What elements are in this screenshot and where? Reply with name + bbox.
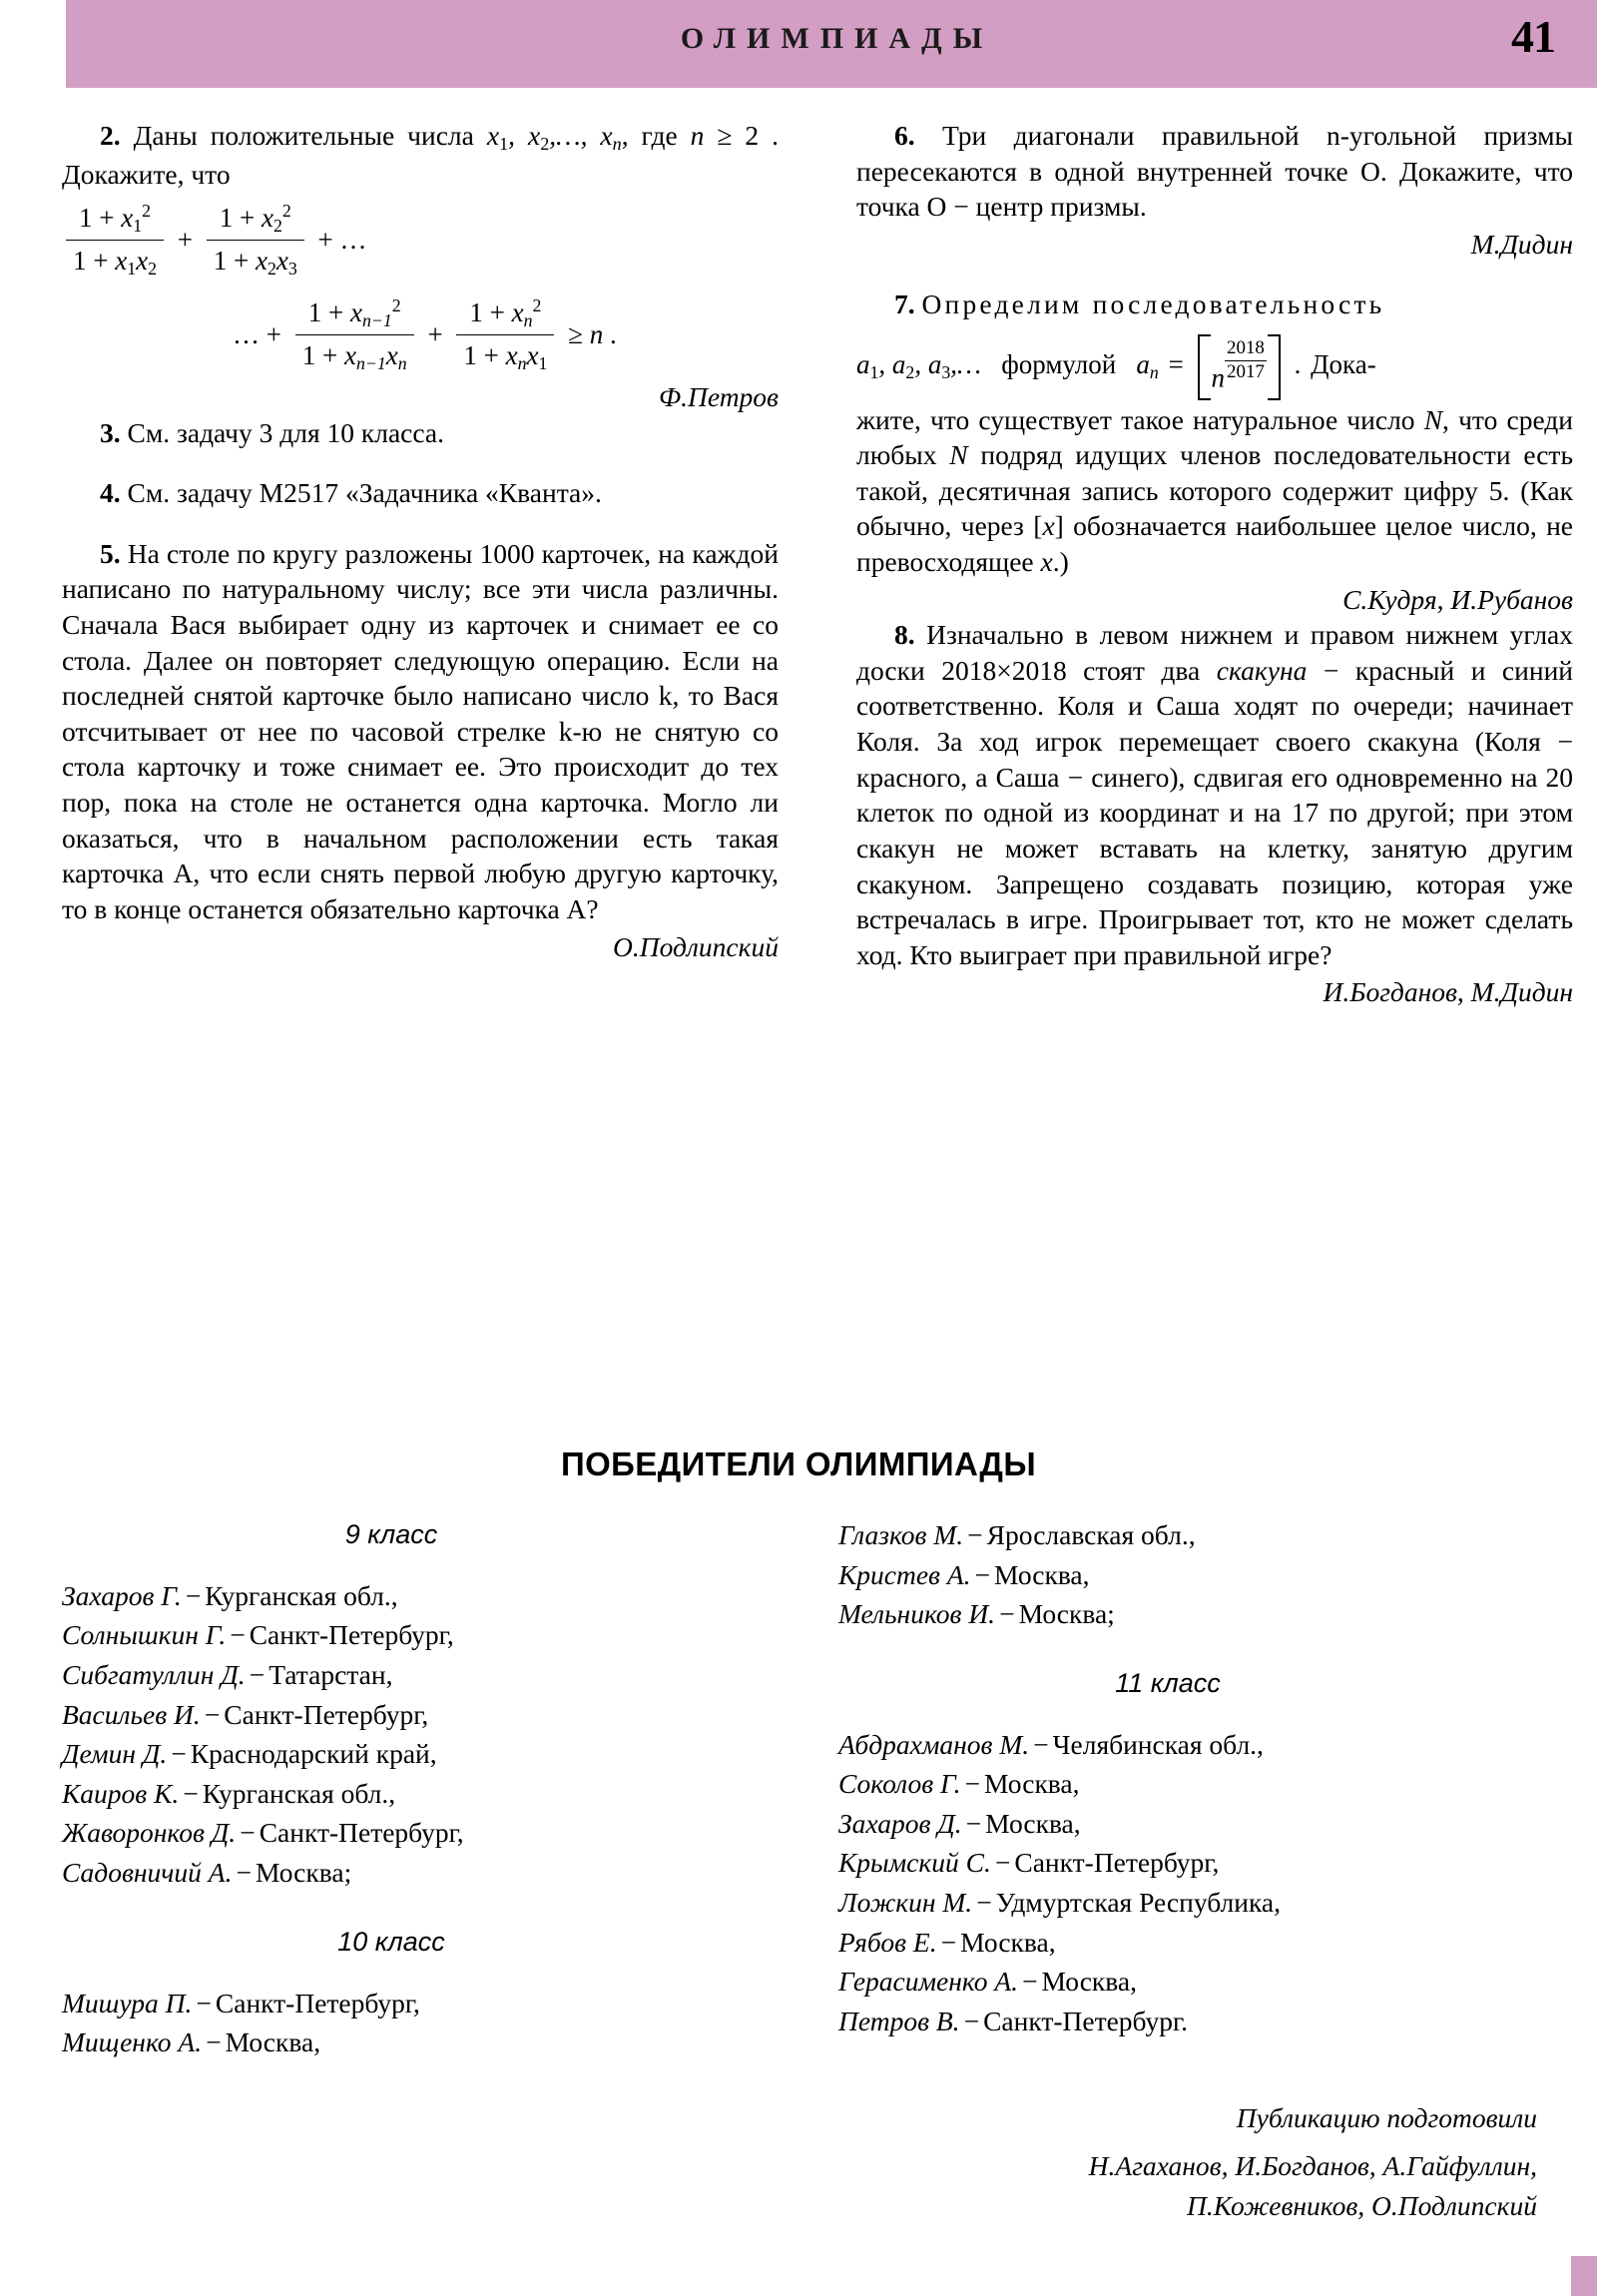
- problem-7-lhs: $a_n$: [1136, 349, 1159, 383]
- winners-section-title: ПОБЕДИТЕЛИ ОЛИМПИАДЫ: [560, 1445, 1037, 1482]
- winner-row: Герасименко А. − Москва,: [838, 1966, 1137, 1998]
- problem-7-rest: [856, 402, 1573, 580]
- page-title: ОЛИМПИАДЫ: [680, 22, 994, 55]
- problem-5-text: На столе по кругу разложены 1000 карточек, на каждой написано по натуральному числу; все эти числа различны. Сначала Вася выбирает одну из карточек и снимает ее со стола. Далее он повторяет следующую операцию. Если на последней снятой карточке было написано число k, то Вася отсчитывает от нее по часовой стрелке k-ю не снятую со стола карточку и тоже снимает ее. Это происходит до тех пор, пока на столе не останется одна карточка. Могло ли оказаться, что в начальном расположении есть такая карточка A, что если снять первой любую другую карточку, то в конце останется обязательно карточка A?: [62, 537, 780, 924]
- problem-7-number: 7.: [894, 288, 915, 320]
- winner-row: Солнышкин Г. − Санкт-Петербург,: [62, 1619, 454, 1651]
- problem-6: [856, 118, 1573, 225]
- winners-left-column: [62, 1515, 721, 2062]
- winner-row: Ложкин М. − Удмуртская Республика,: [838, 1887, 1281, 1919]
- left-column: [62, 118, 779, 964]
- problem-4-text: См. задачу М2517 «Задачника «Кванта».: [127, 477, 602, 509]
- fraction-2: $\frac{1 + x_2^2}{1 + x_2x_3}$: [207, 200, 304, 281]
- problem-4: [62, 475, 779, 511]
- winner-row: Васильев И. − Санкт-Петербург,: [62, 1698, 429, 1730]
- fraction-1: $\frac{1 + x_1^2}{1 + x_1x_2}$: [66, 200, 164, 281]
- page-header-band: [66, 0, 1597, 88]
- grade-10-heading: 10 класс: [337, 1926, 445, 1957]
- problem-7-formula-word: формулой: [1001, 349, 1117, 380]
- winner-row: Рябов Е. − Москва,: [838, 1926, 1056, 1958]
- problem-2-formula-line-2: … + $\frac{1 + x_{n-1}^2}{1 + x_{n-1}x_n}$ + $\frac{1 + x_n^2}{1 + x_nx_1}$ ≥ n .: [62, 296, 779, 377]
- winner-row: Соколов Г. − Москва,: [838, 1768, 1080, 1800]
- problem-7-rest-text: жите, что существует такое натуральное число N, что среди любых N подряд идущих членов последовательности есть такой, десятичная запись которого содержит цифру 5. (Как обычно, через [x] обозначается наибольшее целое число, не превосходящее x.): [856, 403, 1573, 578]
- floor-bracket: [1196, 334, 1283, 400]
- problem-5-number: 5.: [100, 537, 121, 569]
- credits-heading: Публикацию подготовили: [1236, 2102, 1537, 2133]
- problem-7: [856, 287, 1573, 322]
- corner-color-mark: [1571, 2256, 1597, 2296]
- problem-8-author: И.Богданов, М.Дидин: [1323, 976, 1573, 1008]
- problem-3-text: См. задачу 3 для 10 класса.: [127, 416, 444, 448]
- credits-names-line-1: Н.Агаханов, И.Богданов, А.Гайфуллин,: [1088, 2150, 1537, 2181]
- problem-2-text-before: Даны положительные числа: [133, 120, 474, 151]
- problem-8: [856, 617, 1573, 972]
- problem-2-number: 2.: [100, 120, 121, 151]
- problem-3: [62, 415, 779, 451]
- problem-8-text: Изначально в левом нижнем и правом нижнем углах доски 2018×2018 стоят два скакуна − красный и синий соответственно. Коля и Саша ходят по очереди; начинает Коля. За ход игрок перемещает своего скакуна (Коля − красного, а Саша − синего), сдвигая его одновременно на 20 клеток по одной из координат и на 17 по другой; при этом скакун не может вставать на клетку, занятую другим скакуном. Запрещено создавать позицию, которая уже встречалась в игре. Проигрывает тот, кто не может сделать ход. Кто выиграет при правильной игре?: [856, 619, 1574, 970]
- fraction-4: $\frac{1 + x_n^2}{1 + x_nx_1}$: [456, 294, 554, 375]
- winner-row: Каиров К. − Курганская обл.,: [62, 1777, 396, 1809]
- winner-row: Захаров Г. − Курганская обл.,: [62, 1579, 398, 1611]
- problem-8-number: 8.: [894, 619, 915, 651]
- credits-names-line-2: П.Кожевников, О.Подлипский: [1187, 2189, 1537, 2221]
- credits-names: [838, 2146, 1537, 2225]
- problem-2-variables: $x_1$, $x_2,\dots$, $x_n$: [486, 120, 622, 155]
- problem-7-author: С.Кудря, И.Рубанов: [1342, 583, 1573, 615]
- problem-2-condition: n: [690, 120, 705, 151]
- problem-3-number: 3.: [100, 416, 121, 448]
- winner-row: Жаворонков Д. − Санкт-Петербург,: [62, 1817, 464, 1849]
- problem-6-author: М.Дидин: [1470, 228, 1573, 260]
- grade-11-heading: 11 класс: [1115, 1667, 1221, 1698]
- winner-row: Захаров Д. − Москва,: [838, 1807, 1081, 1839]
- winners-right-column: [838, 1515, 1497, 2040]
- right-column: [856, 118, 1573, 1010]
- winner-row: Сибгатуллин Д. − Татарстан,: [62, 1659, 393, 1691]
- fraction-3: $\frac{1 + x_{n-1}^2}{1 + x_{n-1}x_n}$: [295, 294, 414, 375]
- problem-7-exponent: $\frac{2018}{2017}$: [1227, 337, 1265, 382]
- problem-6-number: 6.: [894, 120, 915, 151]
- winner-row: Мельников И. − Москва;: [838, 1598, 1115, 1630]
- problem-7-sequence: $a_1$, $a_2$, $a_3,\dots$: [856, 349, 981, 383]
- grade-9-heading: 9 класс: [344, 1519, 438, 1549]
- winner-row: Садовничий А. − Москва;: [62, 1857, 352, 1889]
- problem-4-number: 4.: [100, 477, 121, 509]
- winner-row: Кристев А. − Москва,: [838, 1558, 1090, 1590]
- page-number: 41: [1511, 11, 1555, 62]
- problem-5-author: О.Подлипский: [613, 930, 779, 962]
- problem-7-formula: $a_1$, $a_2$, $a_3,\dots$ формулой $a_n = n$ $\frac{2018}{2017}$ . Дока-: [856, 334, 1573, 400]
- problem-5: [62, 536, 779, 927]
- winner-row: Демин Д. − Краснодарский край,: [62, 1738, 437, 1770]
- winner-row: Глазков М. − Ярославская обл.,: [838, 1519, 1196, 1550]
- winner-row: Петров В. − Санкт-Петербург.: [838, 2005, 1189, 2036]
- problem-6-text: Три диагонали правильной n-угольной призмы пересекаются в одной внутренней точке O. Докажите, что точка O − центр призмы.: [856, 120, 1574, 223]
- problem-7-intro: Определим последовательность: [921, 288, 1385, 320]
- winner-row: Крымский С. − Санкт-Петербург,: [838, 1847, 1220, 1879]
- winner-row: Мишура П. − Санкт-Петербург,: [62, 1987, 420, 2018]
- problem-2-comma: ,: [621, 120, 629, 151]
- problem-2: 2. Даны положительные числа $x_1$, $x_2,\dots$, $x_n$, где n ≥ 2 . Докажите, что: [62, 120, 780, 190]
- problem-2-formula-line-1: $\frac{1 + x_1^2}{1 + x_1x_2}$ + $\frac{1 + x_2^2}{1 + x_2x_3}$ + …: [62, 202, 779, 283]
- winner-row: Абдрахманов М. − Челябинская обл.,: [838, 1728, 1264, 1760]
- winner-row: Мищенко А. − Москва,: [62, 2026, 321, 2058]
- problem-7-base: n: [1211, 362, 1226, 393]
- problem-2-author: Ф.Петров: [659, 380, 779, 412]
